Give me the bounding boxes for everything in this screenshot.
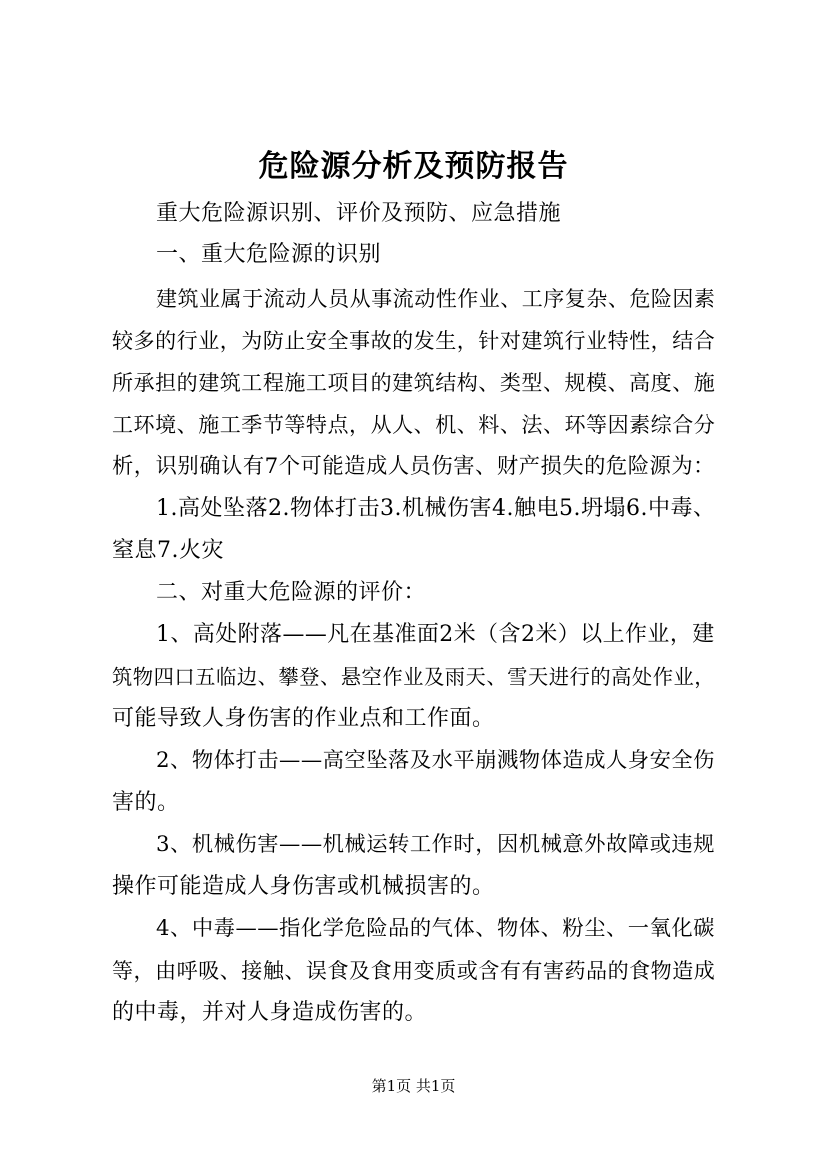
hazard-list-line: 1.高处坠落2.物体打击3.机械伤害4.触电5.坍塌6.中毒、 — [156, 496, 716, 521]
paragraph-line: 4、中毒——指化学危险品的气体、物体、粉尘、一氧化碳 — [156, 916, 715, 941]
paragraph-line: 可能导致人身伤害的作业点和工作面。 — [112, 706, 495, 731]
subtitle-line: 重大危险源识别、评价及预防、应急措施 — [156, 201, 562, 226]
paragraph-line: 筑物四口五临边、攀登、悬空作业及雨天、雪天进行的高处作业， — [112, 665, 716, 689]
paragraph-line: 3、机械伤害——机械运转工作时，因机械意外故障或违规 — [156, 832, 715, 857]
paragraph-line: 较多的行业，为防止安全事故的发生，针对建筑行业特性，结合 — [112, 328, 716, 353]
document-title: 危险源分析及预防报告 — [258, 149, 569, 184]
section-heading-2: 二、对重大危险源的评价： — [156, 580, 427, 605]
paragraph-line: 操作可能造成人身伤害或机械损害的。 — [112, 874, 495, 899]
paragraph-line: 析，识别确认有7个可能造成人员伤害、财产损失的危险源为： — [112, 454, 715, 479]
paragraph-line: 的中毒，并对人身造成伤害的。 — [112, 1000, 428, 1025]
paragraph-line: 所承担的建筑工程施工项目的建筑结构、类型、规模、高度、施 — [112, 370, 716, 395]
paragraph-line: 2、物体打击——高空坠落及水平崩溅物体造成人身安全伤 — [156, 748, 715, 773]
hazard-list-line: 窒息7.火灾 — [112, 538, 224, 563]
paragraph-line: 等，由呼吸、接触、误食及食用变质或含有有害药品的食物造成 — [112, 958, 716, 983]
page-footer: 第1页 共1页 — [371, 1077, 456, 1095]
section-heading-1: 一、重大危险源的识别 — [156, 242, 382, 267]
paragraph-line: 建筑业属于流动人员从事流动性作业、工序复杂、危险因素 — [156, 286, 716, 311]
paragraph-line: 1、高处附落——凡在基准面2米（含2米）以上作业，建 — [156, 622, 715, 647]
paragraph-line: 工环境、施工季节等特点，从人、机、料、法、环等因素综合分 — [112, 412, 716, 437]
paragraph-line: 害的。 — [112, 790, 180, 815]
